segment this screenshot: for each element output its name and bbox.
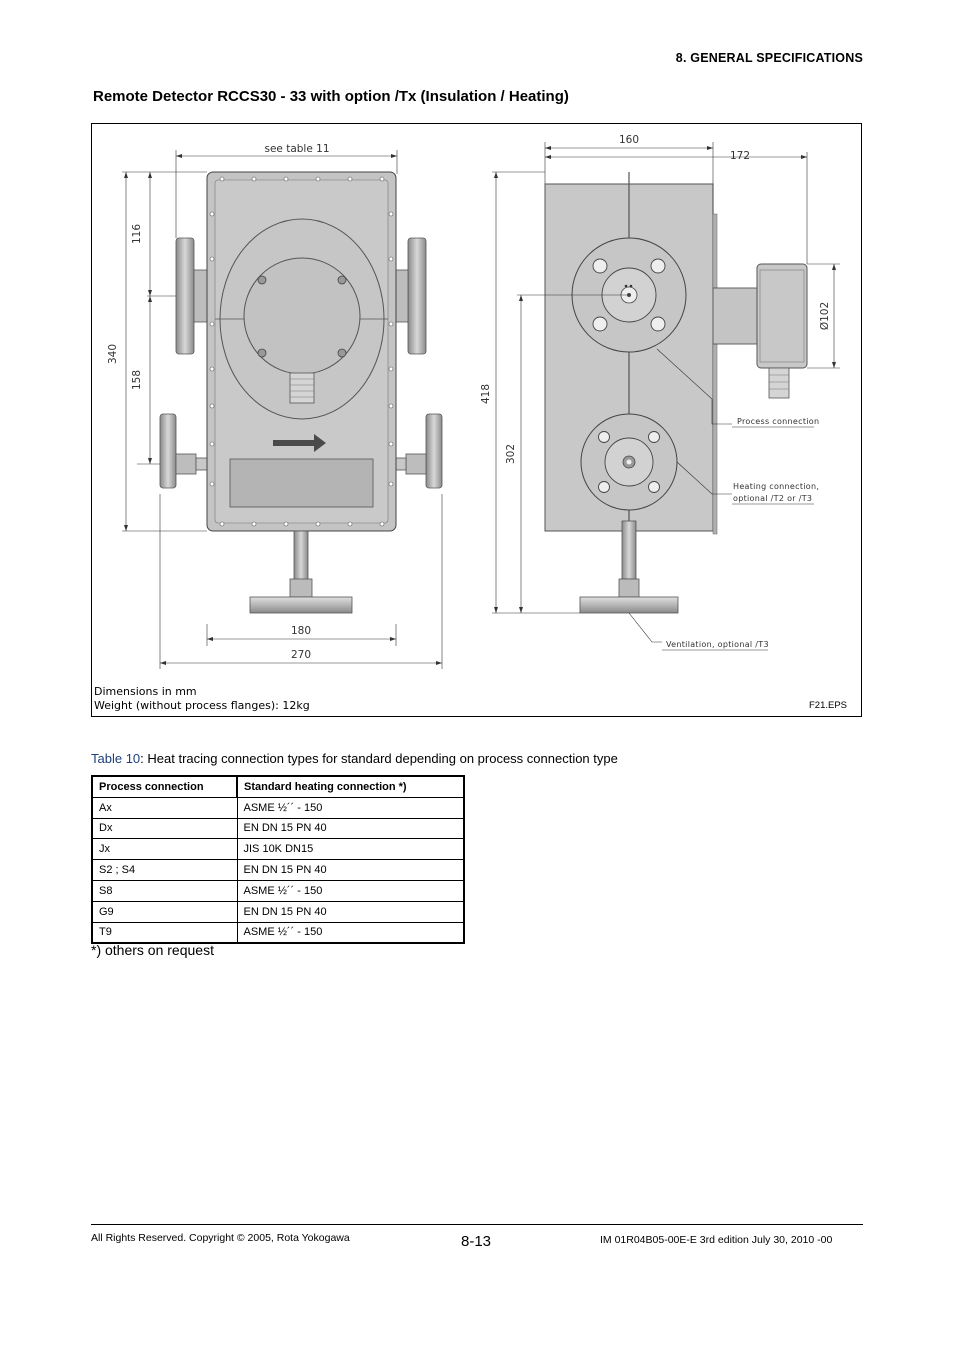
- cell-process: Ax: [92, 797, 237, 818]
- footer-copyright: All Rights Reserved. Copyright © 2005, Rota Yokogawa: [91, 1232, 350, 1244]
- figure-id: F21.EPS: [809, 700, 848, 711]
- section-header: 8. GENERAL SPECIFICATIONS: [675, 51, 863, 65]
- dim-172: 172: [729, 150, 751, 162]
- table-row: [92, 880, 464, 901]
- table-row: [92, 797, 464, 818]
- heating-connection-label-2: optional /T2 or /T3: [733, 494, 813, 503]
- cell-heating: ASME ½´´ - 150: [237, 922, 464, 943]
- cell-process: G9: [92, 901, 237, 922]
- cell-heating: EN DN 15 PN 40: [237, 818, 464, 839]
- page-number: 8-13: [461, 1233, 492, 1250]
- dim-116: 116: [131, 223, 143, 245]
- table-row: [92, 901, 464, 922]
- header-heating-connection: Standard heating connection *): [237, 776, 464, 797]
- cell-heating: JIS 10K DN15: [237, 839, 464, 860]
- cell-heating: EN DN 15 PN 40: [237, 901, 464, 922]
- table-header-row: [92, 776, 464, 797]
- cell-process: Jx: [92, 839, 237, 860]
- front-view: [122, 150, 442, 669]
- header-process-connection: Process connection: [92, 776, 237, 797]
- dim-102: Ø102: [819, 301, 831, 331]
- table-caption-text: : Heat tracing connection types for standard depending on process connection type: [140, 751, 618, 766]
- dim-270: 270: [290, 649, 312, 661]
- dim-158: 158: [131, 369, 143, 391]
- page-title: Remote Detector RCCS30 - 33 with option /Tx (Insulation / Heating): [93, 88, 569, 105]
- drawing-svg: [92, 124, 863, 718]
- dim-302: 302: [505, 443, 517, 465]
- cell-process: S2 ; S4: [92, 860, 237, 881]
- dim-418: 418: [480, 383, 492, 405]
- weight-note: Weight (without process flanges): 12kg: [94, 699, 310, 712]
- side-view: [492, 142, 840, 650]
- table-row: [92, 818, 464, 839]
- process-connection-label: Process connection: [737, 417, 820, 426]
- see-table-label: see table 11: [264, 143, 330, 155]
- table-caption: [91, 751, 618, 766]
- heating-connection-label-1: Heating connection,: [733, 482, 820, 491]
- cell-heating: ASME ½´´ - 150: [237, 880, 464, 901]
- ventilation-label: Ventilation, optional /T3: [666, 640, 769, 649]
- table-caption-label: Table 10: [91, 751, 141, 766]
- footer-divider: [91, 1224, 863, 1225]
- footnote: *) others on request: [91, 942, 214, 958]
- dim-180: 180: [290, 625, 312, 637]
- cell-heating: EN DN 15 PN 40: [237, 860, 464, 881]
- footer-doc-id: IM 01R04B05-00E-E 3rd edition July 30, 2010 -00: [600, 1234, 833, 1246]
- cell-process: S8: [92, 880, 237, 901]
- dimension-drawing: [91, 123, 862, 717]
- cell-process: T9: [92, 922, 237, 943]
- table-row: [92, 860, 464, 881]
- table-row: [92, 922, 464, 943]
- cell-heating: ASME ½´´ - 150: [237, 797, 464, 818]
- table-row: [92, 839, 464, 860]
- dim-160: 160: [618, 134, 640, 146]
- heat-tracing-table: [91, 775, 465, 944]
- cell-process: Dx: [92, 818, 237, 839]
- dimensions-note: Dimensions in mm: [94, 685, 197, 698]
- dim-340: 340: [107, 343, 119, 365]
